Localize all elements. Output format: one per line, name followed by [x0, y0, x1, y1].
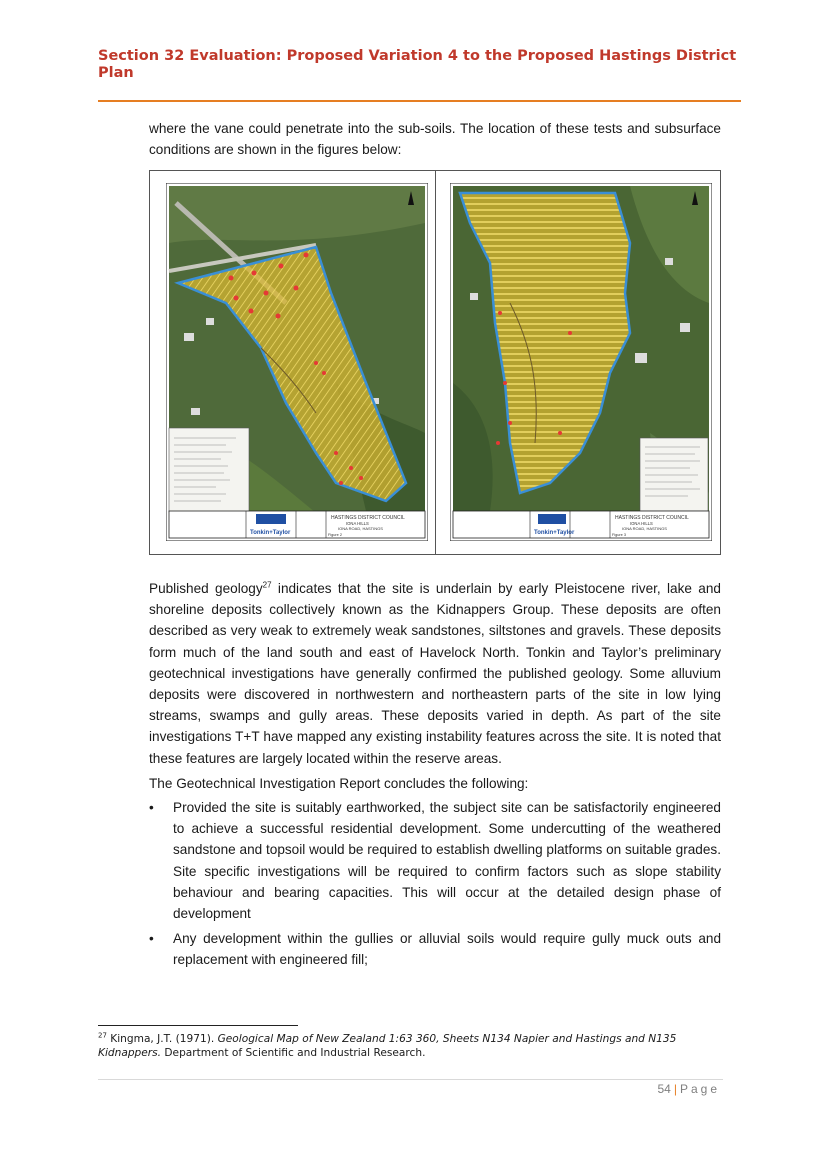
page-header-title: Section 32 Evaluation: Proposed Variation 4 to the Proposed Hastings District Plan	[98, 48, 737, 81]
footnote-title: Geological Map of New Zealand 1:63 360, Sheets N134 Napier and Hastings and N135 Kidnappers.	[98, 1033, 677, 1059]
right-map-road: IONA ROAD, HASTINGS	[622, 526, 667, 531]
intro-paragraph: where the vane could penetrate into the sub-soils. The location of these tests and subsurface conditions are shown in the figures below:	[149, 121, 721, 158]
footnote-author: Kingma, J.T. (1971).	[106, 1033, 218, 1045]
list-item	[149, 928, 721, 970]
right-map-logo: Tonkin+Taylor	[534, 530, 575, 536]
footnote-reference[interactable]: 27	[262, 580, 272, 590]
footnote-publisher: Department of Scientific and Industrial Research.	[161, 1046, 426, 1059]
left-map-logo: Tonkin+Taylor	[250, 530, 291, 536]
right-map-site: IONA HILLS	[630, 521, 653, 526]
page-label: Page	[679, 1082, 720, 1096]
bullet-icon: •	[149, 800, 154, 815]
left-map-figure-label: Figure 2	[328, 533, 342, 537]
right-map-client: HASTINGS DISTRICT COUNCIL	[615, 515, 689, 521]
footnote-number: 27	[98, 1031, 107, 1040]
geology-text-rest: indicates that the site is underlain by early Pleistocene river, lake and shoreline deposits collectively known as the Kidnappers Group. These deposits are often described as very weak to extremely weak sandstones, siltstones and gravels. These deposits form much of the land south and east of Havelock North. Tonkin and Taylor’s preliminary geotechnical investigations have generally confirmed the published geology. Some alluvium deposits were discovered in northwestern and northeastern parts of the site in low lying streams, swamps and gully areas. These deposits varied in depth. As part of the site investigations T+T have mapped any existing instability features across the site. It is noted that these features are largely located within the reserve areas.	[149, 581, 721, 766]
list-item	[149, 797, 721, 924]
footer-separator: |	[673, 1082, 677, 1096]
list-item-text: Any development within the gullies or alluvial soils would require gully muck outs and replacement with engineered fill;	[173, 931, 721, 968]
left-map-road: IONA ROAD, HASTINGS	[338, 526, 383, 531]
right-map-figure-label: Figure 3	[612, 533, 626, 537]
conclusion-intro: The Geotechnical Investigation Report concludes the following:	[149, 776, 529, 791]
left-site-map	[166, 183, 428, 541]
header-divider	[98, 100, 741, 102]
geology-text-start: Published geology	[149, 581, 263, 596]
site-investigation-figures	[149, 170, 721, 555]
footnote-divider	[98, 1025, 298, 1026]
left-map-client: HASTINGS DISTRICT COUNCIL	[331, 515, 405, 521]
geology-paragraph	[149, 578, 721, 769]
right-site-map	[450, 183, 712, 541]
footer-divider	[98, 1079, 723, 1080]
figure-divider	[435, 171, 436, 554]
list-item-text: Provided the site is suitably earthworked, the subject site can be satisfactorily engineered to achieve a successful residential development. Some undercutting of the weathered sandstone and topsoil would be required to establish dwelling platforms on suitable grades. Site specific investigations will be required to confirm factors such as slope stability behaviour and bearing capacities. This will occur at the detailed design phase of development	[173, 800, 721, 922]
conclusion-list	[149, 797, 721, 975]
footnote	[98, 1033, 728, 1060]
page-footer	[600, 1082, 720, 1096]
page-number: 54	[657, 1082, 671, 1096]
bullet-icon: •	[149, 931, 154, 947]
left-map-site: IONA HILLS	[346, 521, 369, 526]
